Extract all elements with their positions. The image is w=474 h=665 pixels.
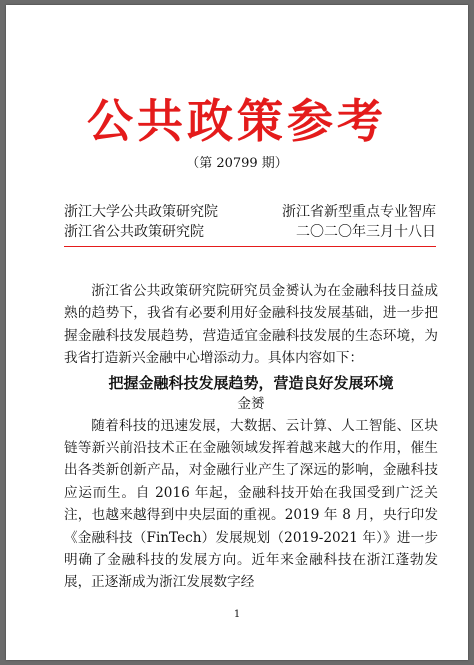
section-title: 把握金融科技发展趋势，营造良好发展环境: [108, 373, 394, 392]
org-right-1: 浙江省新型重点专业智库: [282, 204, 436, 220]
header-divider: [64, 246, 436, 247]
intro-paragraph: 浙江省公共政策研究院研究员金赟认为在金融科技日益成熟的趋势下，我省有必要利用好金融科技发展基础，进一步把握金融科技发展趋势，营造适宜金融科技发展的生态环境，为我省打造新兴金融中心增添动力。具体内容如下：: [64, 283, 438, 367]
document-body: [64, 280, 438, 594]
org-left-2: 浙江省公共政策研究院: [64, 224, 204, 240]
page-number: 1: [233, 609, 241, 620]
author-name: 金赟: [237, 395, 265, 412]
masthead-title: 公共政策参考: [87, 94, 387, 148]
org-left-1: 浙江大学公共政策研究院: [64, 204, 218, 220]
document-page: [6, 5, 468, 660]
org-row-2: [64, 222, 436, 242]
org-row-1: [64, 202, 436, 222]
issue-number: （第 20799 期）: [186, 156, 288, 171]
body-paragraph-1: 随着科技的迅速发展，大数据、云计算、人工智能、区块链等新兴前沿技术正在金融领域发挥着越来越大的作用，催生出各类新创新产品，对金融行业产生了深远的影响，金融科技应运而生。自 2016 年起，金融科技开始在我国受到广泛关注，也越来越得到中央层面的重视。2019 年 8 月，央行印发《金融科技（FinTech）发展规划（2019-2021 年）》进一步明确了金融科技的发展方向。近年来金融科技在浙江蓬勃发展，正逐渐成为浙江发展数字经: [64, 417, 438, 591]
publication-date: 二〇二〇年三月十八日: [296, 224, 436, 240]
